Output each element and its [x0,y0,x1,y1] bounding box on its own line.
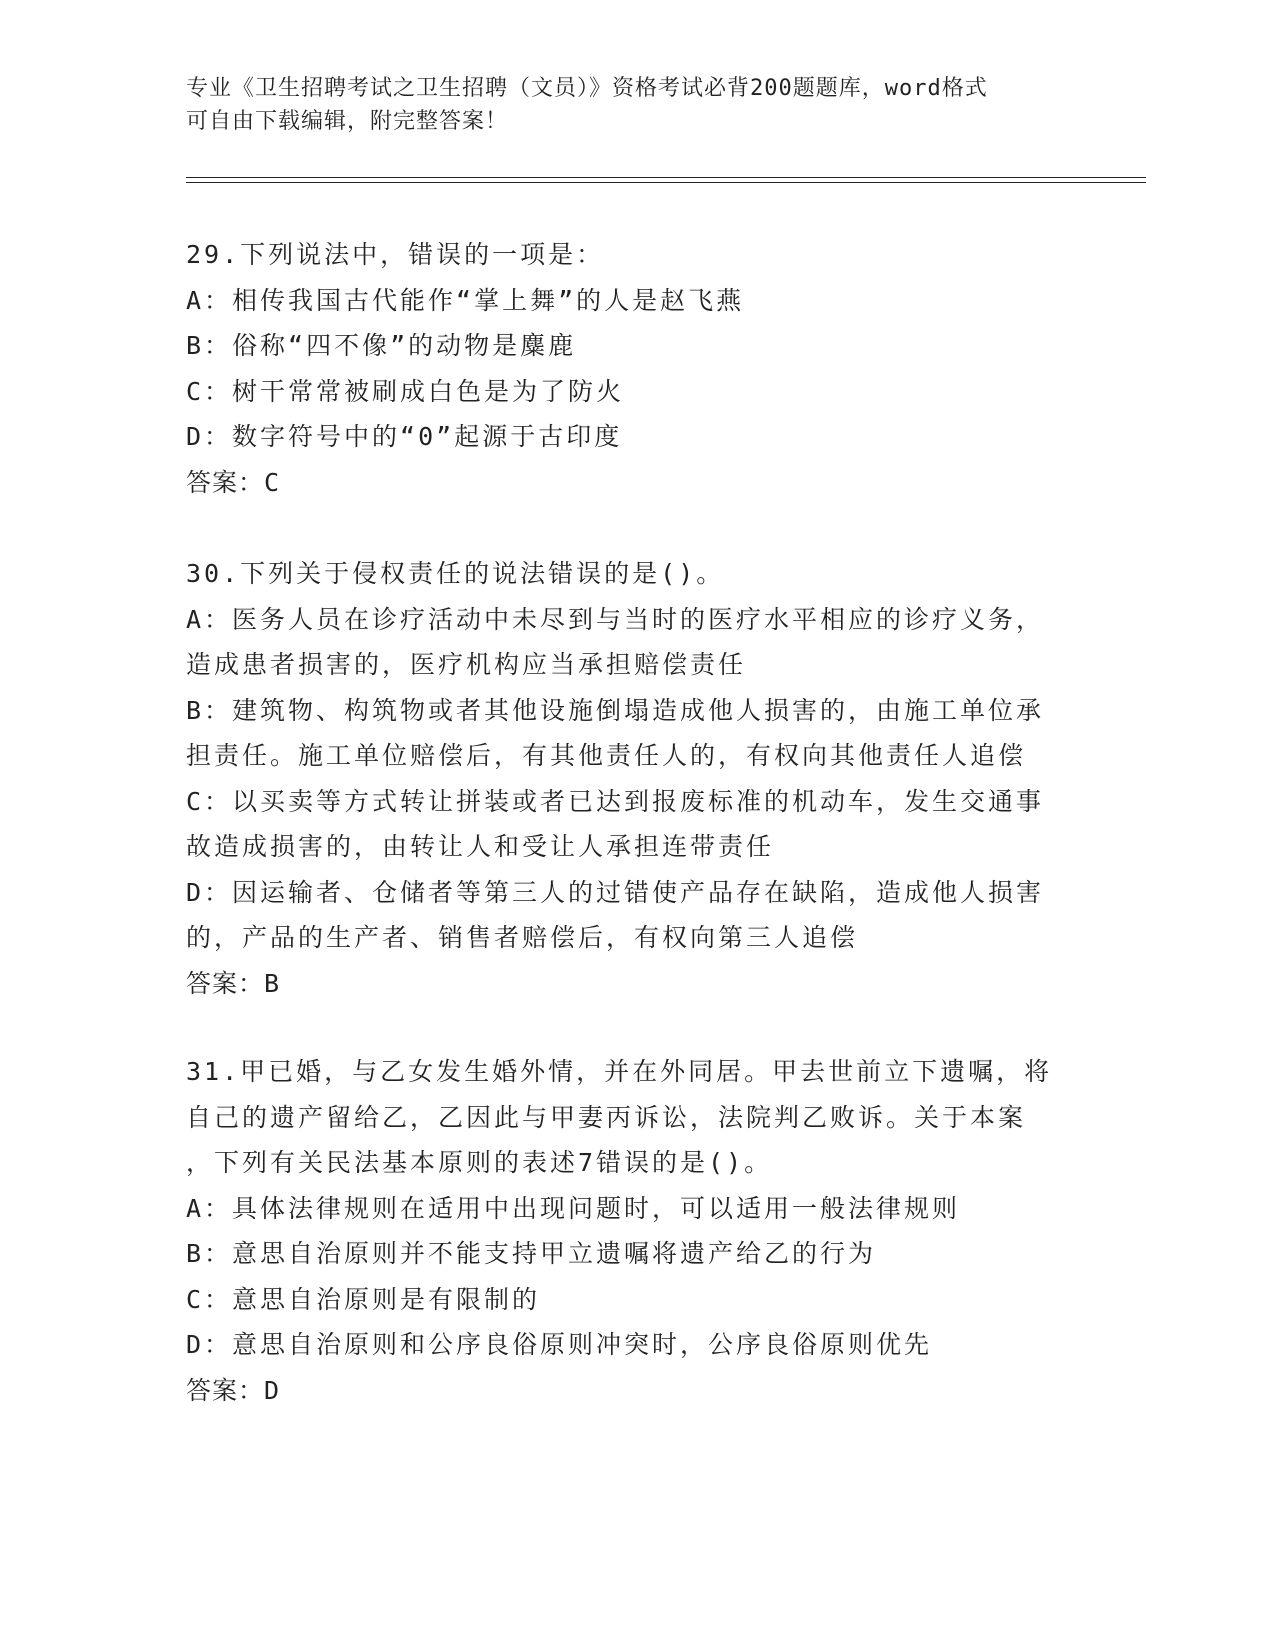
option-c-continued: 故造成损害的，由转让人和受让人承担连带责任 [186,832,775,861]
question-30 [186,551,1066,1007]
question-stem: 30.下列关于侵权责任的说法错误的是()。 [186,559,725,588]
option-d: D：意思自治原则和公序良俗原则冲突时，公序良俗原则优先 [186,1330,933,1359]
header-title-line-2: 可自由下载编辑，附完整答案！ [186,109,509,134]
answer-line: 答案：D [186,1375,281,1405]
option-b: B：建筑物、构筑物或者其他设施倒塌造成他人损害的，由施工单位承 [186,695,1045,725]
question-31 [186,1049,1066,1414]
option-c: C：意思自治原则是有限制的 [186,1284,541,1314]
option-a: A：医务人员在诊疗活动中未尽到与当时的医疗水平相应的诊疗义务， [186,604,1045,634]
header-title-line-1: 专业《卫生招聘考试之卫生招聘（文员）》资格考试必背200题题库，word格式 [186,76,988,101]
option-b: B：意思自治原则并不能支持甲立遗嘱将遗产给乙的行为 [186,1239,877,1268]
answer-line: 答案：C [186,467,281,497]
answer-line: 答案：B [186,968,281,998]
document-header [186,72,1066,138]
option-c: C：以买卖等方式转让拼装或者已达到报废标准的机动车，发生交通事 [186,786,1045,816]
header-divider-top [186,177,1146,178]
question-stem-continued: 自己的遗产留给乙，乙因此与甲妻丙诉讼，法院判乙败诉。关于本案 [186,1102,1027,1132]
option-d-continued: 的，产品的生产者、销售者赔偿后，有权向第三人追偿 [186,923,859,952]
option-d: D：数字符号中的“0”起源于古印度 [186,422,623,451]
question-stem: 29.下列说法中，错误的一项是： [186,240,605,269]
option-c: C：树干常常被刷成白色是为了防火 [186,376,625,406]
option-a: A：相传我国古代能作“掌上舞”的人是赵飞燕 [186,285,745,315]
option-a: A：具体法律规则在适用中出现问题时，可以适用一般法律规则 [186,1193,961,1223]
question-stem: 31.甲已婚，与乙女发生婚外情，并在外同居。甲去世前立下遗嘱，将 [186,1057,1053,1086]
question-stem-continued: ，下列有关民法基本原则的表述7错误的是()。 [186,1148,773,1177]
option-a-continued: 造成患者损害的，医疗机构应当承担赔偿责任 [186,650,747,679]
header-divider-bottom [186,182,1146,183]
question-29 [186,232,1066,506]
option-b-continued: 担责任。施工单位赔偿后，有其他责任人的，有权向其他责任人追偿 [186,741,1027,770]
option-d: D：因运输者、仓储者等第三人的过错使产品存在缺陷，造成他人损害 [186,877,1045,907]
option-b: B：俗称“四不像”的动物是麋鹿 [186,331,577,360]
